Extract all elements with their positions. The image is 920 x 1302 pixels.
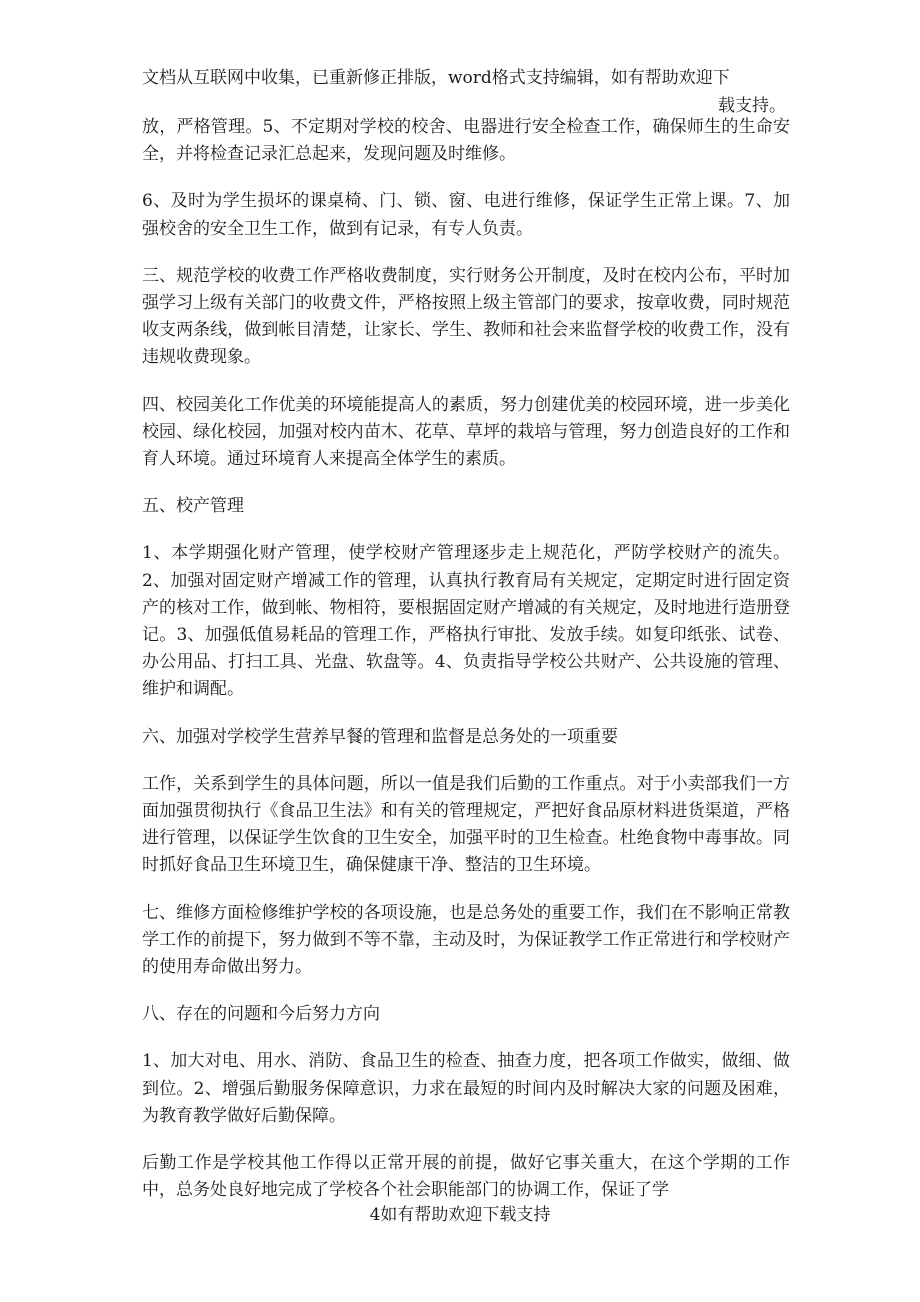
section-heading-6-breakfast: 六、加强对学校学生营养早餐的管理和监督是总务处的一项重要 (142, 726, 618, 747)
section-heading-5-assets: 五、校产管理 (142, 496, 244, 517)
paragraph-section-4-campus: 四、校园美化工作优美的环境能提高人的素质，努力创建优美的校园环境，进一步美化校园、绿化校园，加强对校内苗木、花草、草坪的栽培与管理，努力创造良好的工作和育人环境。通过环境育人来提高全体学生的素质。 (142, 394, 790, 470)
header-line-2: 载支持。 (718, 96, 786, 116)
paragraph-continuation-items-5: 放，严格管理。5、不定期对学校的校舍、电器进行安全检查工作，确保师生的生命安全，并将检查记录汇总起来，发现问题及时维修。 (142, 117, 790, 165)
paragraph-asset-management: 1、本学期强化财产管理，使学校财产管理逐步走上规范化，严防学校财产的流失。2、加强对固定财产增减工作的管理，认真执行教育局有关规定，定期定时进行固定资产的核对工作，做到帐、物相符，要根据固定财产增减的有关规定，及时地进行造册登记。3、加强低值易耗品的管理工作，严格执行审批、发放手续。如复印纸张、试卷、办公用品、打扫工具、光盘、软盘等。4、负责指导学校公共财产、公共设施的管理、维护和调配。 (142, 543, 790, 700)
document-body (142, 114, 790, 1225)
section-heading-8-problems: 八、存在的问题和今后努力方向 (142, 1004, 380, 1025)
paragraph-improvements: 1、加大对电、用水、消防、食品卫生的检查、抽查力度，把各项工作做实，做细、做到位。2、增强后勤服务保障意识，力求在最短的时间内及时解决大家的问题及困难，为教育教学做好后勤保障。 (142, 1051, 790, 1126)
paragraph-section-3-fees: 三、规范学校的收费工作严格收费制度，实行财务公开制度，及时在校内公布，平时加强学习上级有关部门的收费文件，严格按照上级主管部门的要求，按章收费，同时规范收支两条线，做到帐目清楚，让家长、学生、教师和社会来监督学校的收费工作，没有违规收费现象。 (142, 265, 790, 368)
header-line-1: 文档从互联网中收集，已重新修正排版，word格式支持编辑，如有帮助欢迎下 (142, 68, 730, 88)
paragraph-food-safety: 工作，关系到学生的具体问题，所以一值是我们后勤的工作重点。对于小卖部我们一方面加强贯彻执行《食品卫生法》和有关的管理规定，严把好食品原材料进货渠道，严格进行管理，以保证学生饮食的卫生安全，加强平时的卫生检查。杜绝食物中毒事故。同时抓好食品卫生环境卫生，确保健康干净、整洁的卫生环境。 (142, 773, 790, 876)
paragraph-conclusion: 后勤工作是学校其他工作得以正常开展的前提，做好它事关重大，在这个学期的工作中，总务处良好地完成了学校各个社会职能部门的协调工作，保证了学 (142, 1153, 790, 1201)
page-header-note (142, 64, 792, 120)
paragraph-section-7-maintenance: 七、维修方面检修维护学校的各项设施，也是总务处的重要工作，我们在不影响正常教学工作的前提下，努力做到不等不靠，主动及时，为保证教学工作正常进行和学校财产的使用寿命做出努力。 (142, 902, 790, 978)
paragraph-items-6-7: 6、及时为学生损坏的课桌椅、门、锁、窗、电进行维修，保证学生正常上课。7、加强校舍的安全卫生工作，做到有记录，有专人负责。 (142, 191, 790, 239)
page-footer: 4如有帮助欢迎下载支持 (369, 1205, 551, 1225)
